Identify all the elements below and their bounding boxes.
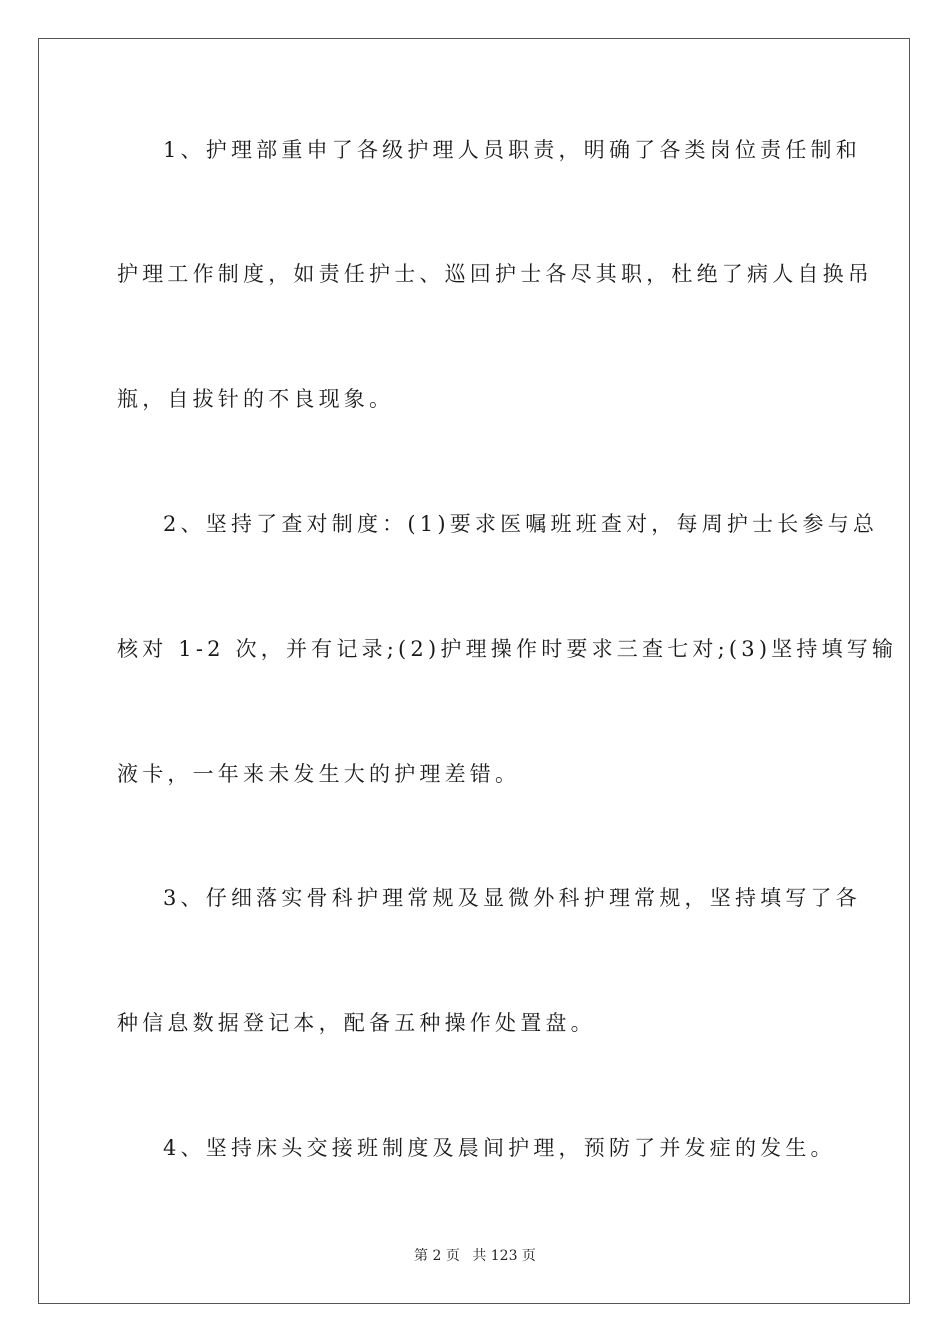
paragraph-1-line-2: 护理工作制度，如责任护士、巡回护士各尽其职，杜绝了病人自换吊: [117, 262, 873, 286]
page-total: 共 123 页: [472, 1248, 536, 1264]
paragraph-3-line-1: 3、仔细落实骨科护理常规及显微外科护理常规，坚持填写了各: [163, 886, 861, 910]
paragraph-4-line-1: 4、坚持床头交接班制度及晨间护理，预防了并发症的发生。: [163, 1136, 836, 1160]
page-number: 第 2 页: [414, 1248, 460, 1264]
paragraph-2-line-2: 核对 1-2 次，并有记录;(2)护理操作时要求三查七对;(3)坚持填写输: [117, 637, 898, 661]
paragraph-2-line-3: 液卡，一年来未发生大的护理差错。: [117, 762, 521, 786]
paragraph-2-line-1: 2、坚持了查对制度：(1)要求医嘱班班查对，每周护士长参与总: [163, 512, 879, 536]
paragraph-1-line-3: 瓶，自拔针的不良现象。: [117, 387, 395, 411]
paragraph-1-line-1: 1、护理部重申了各级护理人员职责，明确了各类岗位责任制和: [163, 138, 861, 162]
page-footer: [0, 1245, 950, 1265]
page-border: [38, 38, 910, 1304]
paragraph-3-line-2: 种信息数据登记本，配备五种操作处置盘。: [117, 1011, 596, 1035]
